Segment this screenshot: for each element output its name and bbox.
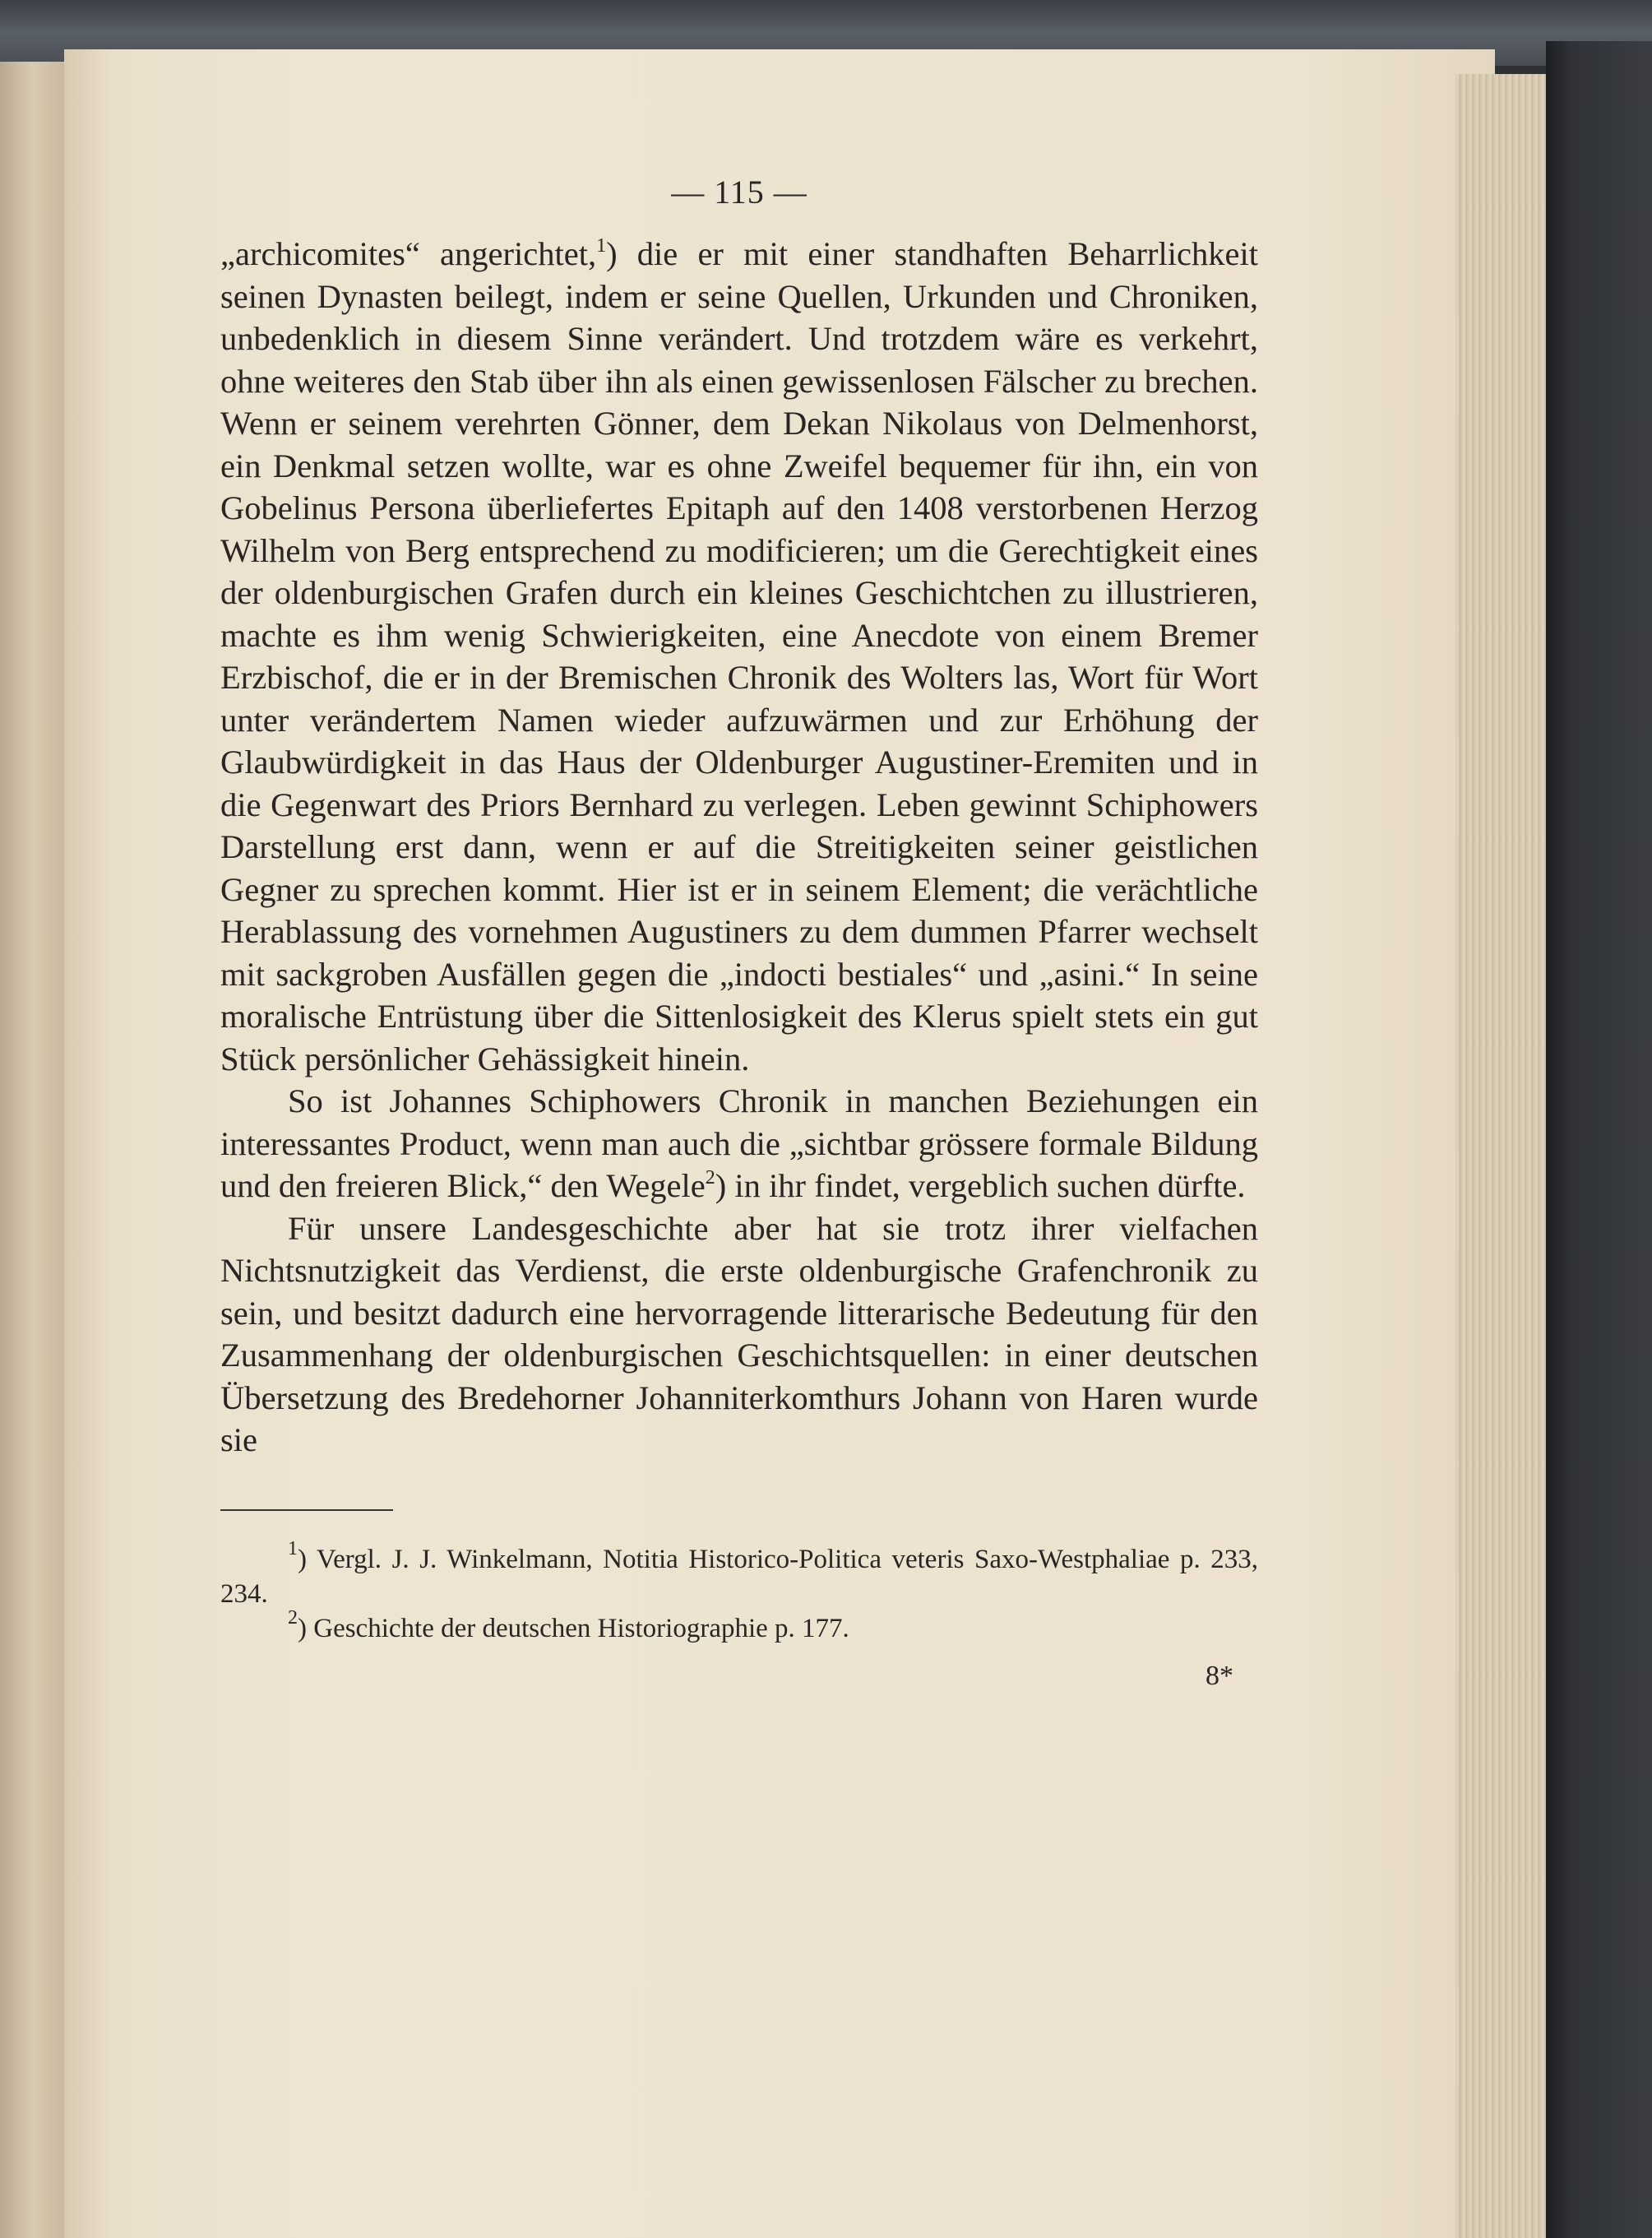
- footnote-1-mark: 1: [288, 1537, 298, 1559]
- paragraph-3-text: Für unsere Landesgeschichte aber hat sie trotz ihrer vielfachen Nichtsnutzigkeit das Verdienst, die erste oldenburgische Grafenchronik zu sein, und besitzt dadurch eine hervorragende litterarische Bedeutung für den Zusammenhang der oldenburgischen Geschichtsquellen: in einer deutschen Übersetzung des Bredehorner Johanniterkomthurs Johann von Haren wurde sie: [220, 1209, 1258, 1458]
- paragraph-2-text-b: ) in ihr findet, vergeblich suchen dürfte.: [715, 1167, 1246, 1204]
- paragraph-2-text-a: So ist Johannes Schiphowers Chronik in manchen Beziehungen ein interessantes Product, wenn man auch die „sichtbar grössere formale Bildung und den freieren Blick,“ den Wegele: [220, 1082, 1258, 1204]
- paragraph-2: [220, 1080, 1258, 1207]
- book-cover-edge: [1546, 41, 1652, 2238]
- facing-page-edge: [0, 62, 64, 2238]
- footnote-separator: [220, 1509, 393, 1511]
- footnote-2-mark: 2: [288, 1606, 298, 1629]
- text-block: [220, 173, 1258, 1692]
- paragraph-3: [220, 1207, 1258, 1462]
- footnote-1-text: ) Vergl. J. J. Winkelmann, Notitia Historico-Politica veteris Saxo-Westphaliae p. 233, 234.: [220, 1544, 1258, 1609]
- footnote-ref-2: 2: [705, 1167, 715, 1189]
- footnote-2: [220, 1606, 1258, 1646]
- paragraph-1-text-a: „archicomites“ angerichtet,: [220, 235, 597, 272]
- footnote-2-text: ) Geschichte der deutschen Historiographie p. 177.: [298, 1613, 849, 1643]
- footnote-1: [220, 1537, 1258, 1611]
- footnote-ref-1: 1: [596, 235, 607, 257]
- paragraph-1: [220, 233, 1258, 1080]
- page-stack-edges: [1455, 74, 1546, 2238]
- paragraph-1-text-b: ) die er mit einer standhaften Beharrlichkeit seinen Dynasten beilegt, indem er seine Quellen, Urkunden und Chroniken, unbedenklich in diesem Sinne verändert. Und trotzdem wäre es verkehrt, ohne weiteres den Stab über ihn als einen gewissenlosen Fälscher zu brechen. Wenn er seinem verehrten Gönner, dem Dekan Nikolaus von Delmenhorst, ein Denkmal setzen wollte, war es ohne Zweifel bequemer für ihn, ein von Gobelinus Persona überliefertes Epitaph auf den 1408 verstorbenen Herzog Wilhelm von Berg entsprechend zu modificieren; um die Gerechtigkeit eines der oldenburgischen Grafen durch ein kleines Geschichtchen zu illustrieren, machte es ihm wenig Schwierigkeiten, eine Anecdote von einem Bremer Erzbischof, die er in der Bremischen Chronik des Wolters las, Wort für Wort unter verändertem Namen wieder aufzuwärmen und zur Erhöhung der Glaubwürdigkeit in das Haus der Oldenburger Augustiner-Eremiten und in die Gegenwart des Priors Bernhard zu verlegen. Leben gewinnt Schiphowers Darstellung erst dann, wenn er auf die Streitigkeiten seiner geistlichen Gegner zu sprechen kommt. Hier ist er in seinem Element; die verächtliche Herablassung des vornehmen Augustiners zu dem dummen Pfarrer wechselt mit sackgroben Ausfällen gegen die „indocti bestiales“ und „asini.“ In seine moralische Entrüstung über die Sittenlosigkeit des Klerus spielt stets ein gut Stück persönlicher Gehässigkeit hinein.: [220, 235, 1258, 1077]
- signature-mark: 8*: [1205, 1660, 1233, 1691]
- page-number: — 115 —: [671, 174, 807, 211]
